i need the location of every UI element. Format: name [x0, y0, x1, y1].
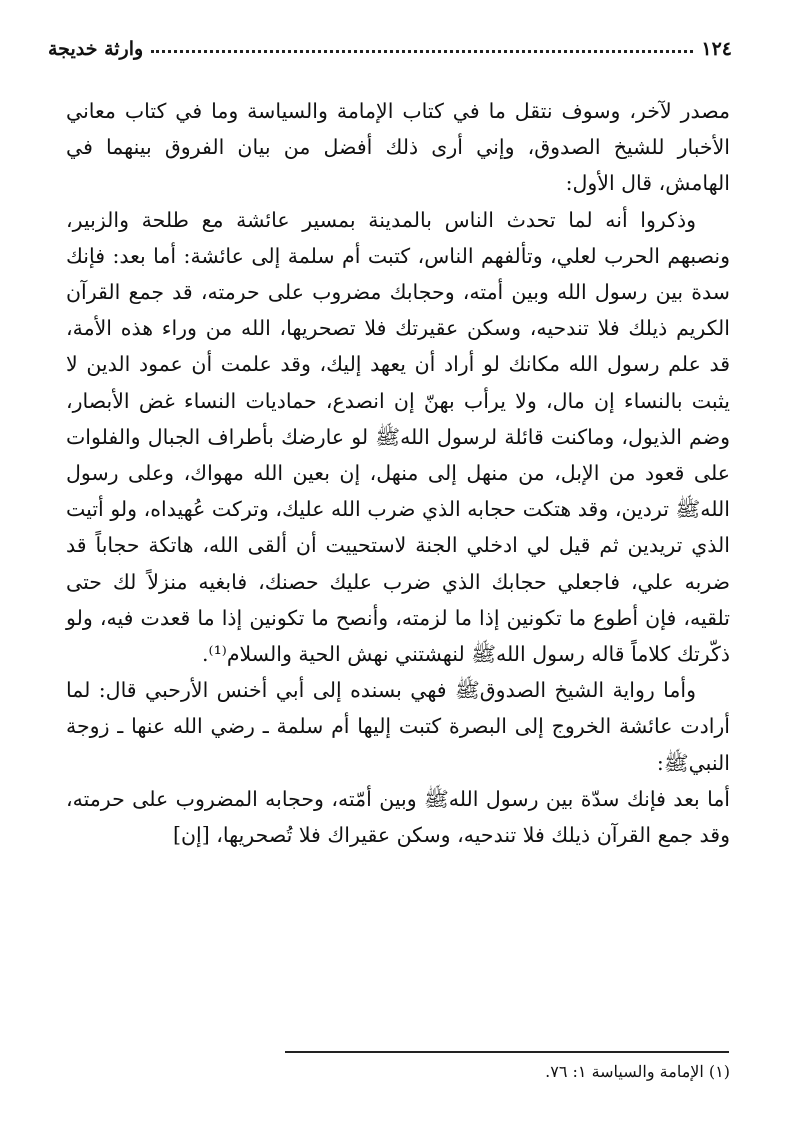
paragraph-first-narration: وذكروا أنه لما تحدث الناس بالمدينة بمسير عائشة مع طلحة والزبير، ونصبهم الحرب لعلي، وتألفهم الناس، كتبت أم سلمة إلى عائشة: أما بعد: فإنك سدة بين رسول الله وبين أمته، وحجابك مضروب على حرمته، قد جمع القرآن الكريم ذيلك فلا تندحيه، وسكن عقيرتك فلا تصحريها، الله من وراء هذه الأمة، قد علم رسول الله مكانك لو أراد أن يعهد إليك، وقد علمت أن عمود الدين لا يثبت بالنساء إن مال، ولا يرأب بهنّ إن انصدع، حماديات النساء غض الأبصار، وضم الذيول، وماكنت قائلة لرسول اللهﷺ لو عارضك بأطراف الجبال والفلوات على قعود من الإبل، من منهل إلى منهل، إن بعين الله مهواك، وعلى رسول اللهﷺ تردين، وقد هتكت حجابه الذي ضرب الله عليك، وتركت عُهيداه، ولو أتيت الذي تريدين ثم قيل لي ادخلي الجنة لاستحييت أن ألقى الله، هاتكة حجاباً قد ضربه علي، فاجعلي حجابك الذي ضرب عليك حصنك، فابغيه منزلاً لك حتى تلقيه، فإن أطوع ما تكونين إذا ما لزمته، وأنصح ما تكونين إذا ما قعدت فيه، ولو ذكّرتك كلاماً قاله رسول اللهﷺ لنهشتني نهش الحية والسلام⁽¹⁾. [66, 207, 730, 667]
footnote-separator [285, 1051, 729, 1053]
footnote: (١) الإمامة والسياسة ١: ٧٦. [545, 1062, 730, 1081]
paragraph-second-narration: وأما رواية الشيخ الصدوقﷺ فهي بسنده إلى أبي أخنس الأرحبي قال: لما أرادت عائشة الخروج إلى البصرة كتبت إليها أم سلمة ـ رضي الله عنها ـ زوجة النبيﷺ: [66, 678, 730, 775]
paragraph-intro: مصدر لآخر، وسوف نتقل ما في كتاب الإمامة والسياسة وما في كتاب معاني الأخبار للشيخ الصدوق، وإني أرى ذلك أفضل من بيان الفروق بينهما في الهامش، قال الأول: [66, 99, 730, 196]
page-header [48, 30, 732, 60]
running-title: وارثة خديجة [48, 38, 144, 60]
header-dot-leader [151, 50, 693, 53]
page-number: ١٢٤ [701, 38, 732, 60]
main-text [66, 93, 730, 853]
paragraph-letter: أما بعد فإنك سدّة بين رسول اللهﷺ وبين أمّته، وحجابه المضروب على حرمته، وقد جمع القرآن ذيلك فلا تندحيه، وسكن عقيراك فلا تُصحريها، [إن] [66, 786, 730, 848]
